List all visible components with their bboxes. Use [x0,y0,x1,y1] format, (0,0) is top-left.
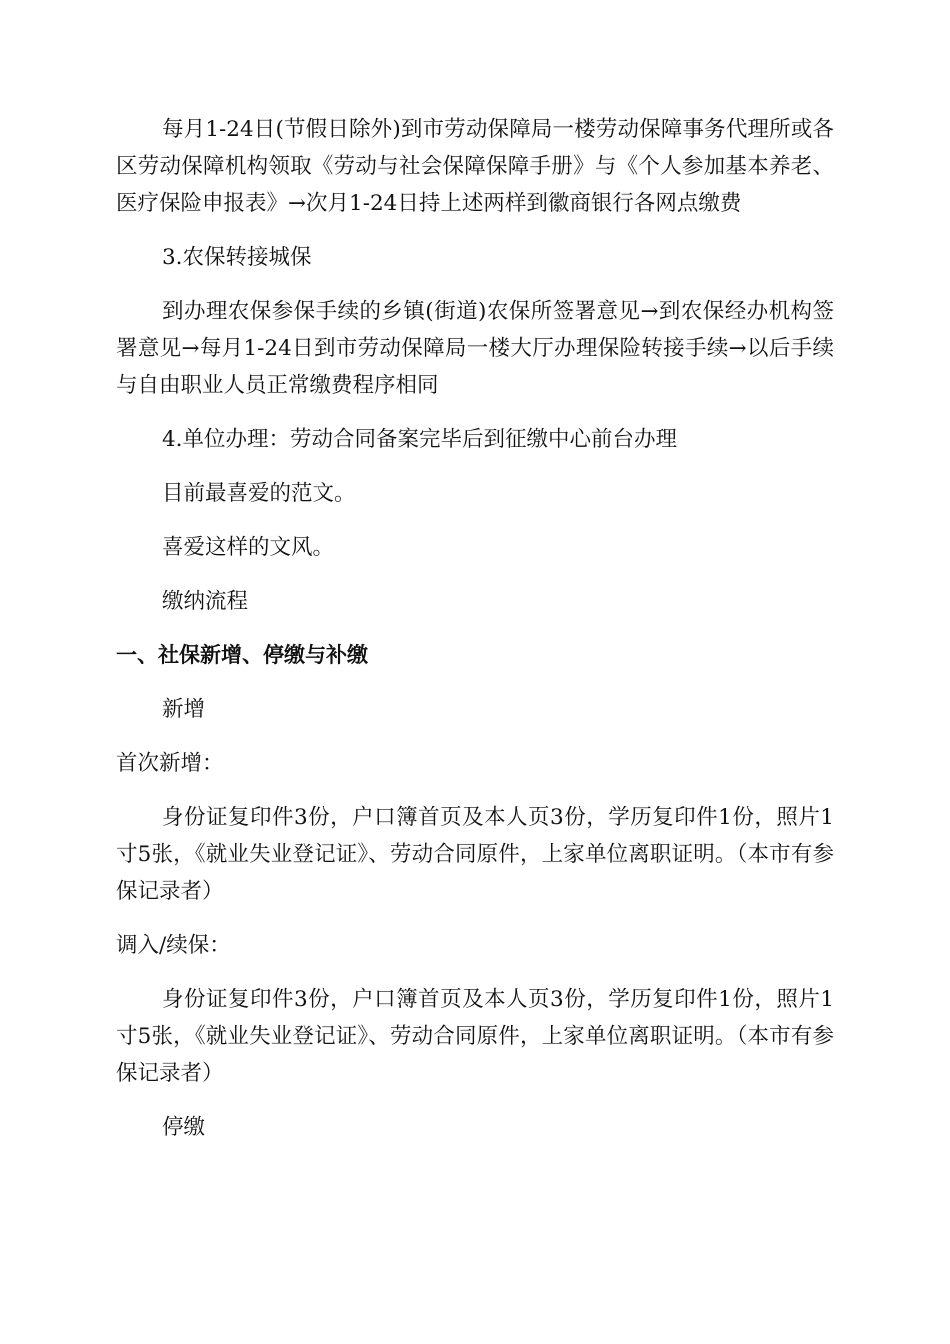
label-transfer-continue: 调入/续保： [116,933,231,958]
subheading-stop: 停缴 [162,1115,206,1140]
item-4-unit-processing: 4.单位办理：劳动合同备案完毕后到征缴中心前台办理 [162,427,678,452]
paragraph-first-new-docs: 身份证复印件3份，户口簿首页及本人页3份，学历复印件1份，照片1寸5张，《就业失业登记证》、劳动合同原件，上家单位离职证明。（本市有参保记录者） [116,805,834,904]
paragraph-favorite-style: 喜爱这样的文风。 [162,535,335,560]
label-first-new: 首次新增： [116,751,224,776]
subheading-new: 新增 [162,697,206,722]
section-heading-1: 一、社保新增、停缴与补缴 [116,643,368,667]
paragraph-transfer-process: 到办理农保参保手续的乡镇(街道)农保所签署意见→到农保经办机构签署意见→每月1-24日到市劳动保障局一楼大厅办理保险转接手续→以后手续与自由职业人员正常缴费程序相同 [116,299,834,398]
document-body [116,111,834,1163]
payment-flow-label: 缴纳流程 [162,589,249,614]
paragraph-payment-process: 每月1-24日(节假日除外)到市劳动保障局一楼劳动保障事务代理所或各区劳动保障机构领取《劳动与社会保障保障手册》与《个人参加基本养老、医疗保险申报表》→次月1-24日持上述两样到徽商银行各网点缴费 [116,117,834,216]
paragraph-favorite-text: 目前最喜爱的范文。 [162,481,356,506]
paragraph-transfer-docs: 身份证复印件3份，户口簿首页及本人页3份，学历复印件1份，照片1寸5张，《就业失业登记证》、劳动合同原件，上家单位离职证明。（本市有参保记录者） [116,987,834,1086]
item-3-heading: 3.农保转接城保 [162,245,312,270]
